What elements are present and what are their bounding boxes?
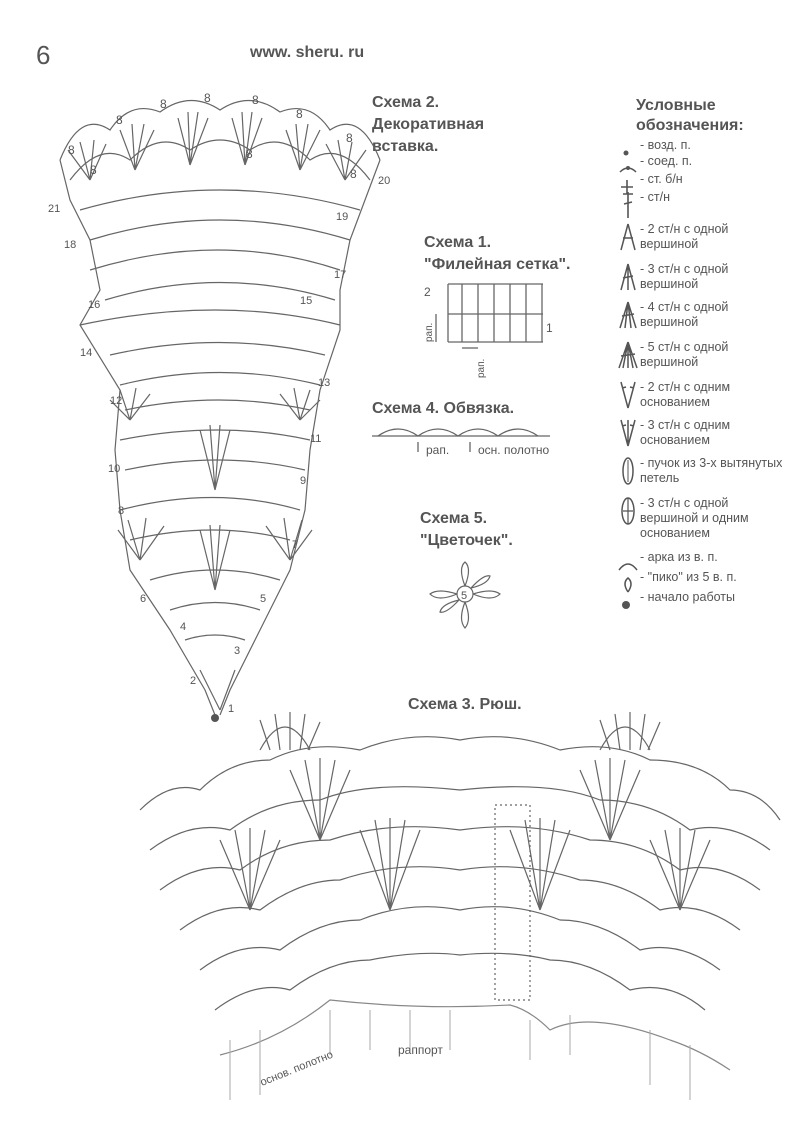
scheme2-row-3: 3	[234, 645, 241, 657]
scheme2-count-2: 8	[116, 113, 123, 127]
legend-text-cl4: - 4 ст/н с одной вершиной	[640, 300, 729, 329]
scheme1-title-line1: Схема 1.	[424, 234, 492, 251]
legend-text-start: - начало работы	[640, 590, 735, 604]
legend-text-cl5: - 5 ст/н с одной вершиной	[640, 340, 729, 369]
fan-2-icon	[618, 380, 638, 410]
scheme2-top-rays	[68, 112, 366, 180]
legend-text-picot: - "пико" из 5 в. п.	[640, 570, 737, 584]
scheme3-base-stitches	[230, 1010, 690, 1100]
legend-text-dc: - ст/н	[640, 190, 670, 204]
scheme2-row-6: 6	[140, 593, 147, 605]
scheme2-title-line1: Схема 2.	[372, 94, 440, 111]
scheme2-title-line3: вставка.	[372, 138, 439, 155]
scheme1-diagram	[418, 276, 558, 380]
scheme2-count-7: 8	[346, 131, 353, 145]
scheme3-diagram	[130, 710, 790, 1110]
scheme2-row-19: 19	[336, 211, 349, 223]
scheme3-base: основ. полотно	[258, 1048, 335, 1089]
legend-text-sc: - ст. б/н	[640, 172, 683, 186]
scheme2-title-line2: Декоративная	[372, 116, 485, 133]
page-number: 6	[36, 40, 51, 70]
scheme1-grid	[436, 284, 543, 348]
puff-icon	[618, 456, 638, 486]
scheme2-row-13: 13	[318, 377, 331, 389]
scheme2-count-1: 8	[68, 143, 75, 157]
scheme3-drawing	[140, 712, 780, 1070]
scheme2-row-numbers	[48, 175, 390, 715]
scheme2-row-16: 16	[88, 299, 101, 311]
scheme1-rap-side: рап.	[424, 322, 435, 342]
scheme1-row-2: 2	[424, 285, 431, 299]
legend-title	[636, 96, 744, 136]
legend-text-fan3: - 3 ст/н с одним основанием	[640, 418, 731, 447]
legend-title-line2: обозначения:	[636, 117, 744, 134]
scheme1-row-1: 1	[546, 321, 553, 335]
scheme2-row-10: 10	[108, 463, 121, 475]
legend-title-line1: Условные	[636, 97, 716, 114]
legend-text-chain: - возд. п.	[640, 138, 691, 152]
scheme2-row-4: 4	[180, 621, 187, 633]
site-url: www. sheru. ru	[250, 44, 365, 61]
cluster-5-icon	[618, 340, 638, 370]
scheme2-row-21: 21	[48, 203, 61, 215]
scheme2-drawing	[60, 100, 380, 715]
scheme2-row-5: 5	[260, 593, 267, 605]
dc-icon	[618, 190, 638, 220]
scheme2-row-2: 2	[190, 675, 197, 687]
start-dot-icon	[618, 590, 638, 620]
cluster-2-icon	[618, 222, 638, 252]
scheme2-row-12: 12	[110, 395, 123, 407]
scheme2-row-20: 20	[378, 175, 391, 187]
scheme1-rap-bottom: рап.	[476, 358, 487, 378]
scheme5-center: 5	[461, 590, 468, 602]
scheme1-title-line2: "Филейная сетка".	[424, 256, 571, 273]
legend-text-puff3: - 3 ст/н с одной вершиной и одним основанием	[640, 496, 749, 540]
scheme2-row-7: 7	[292, 539, 299, 551]
scheme4-title: Схема 4. Обвязка.	[372, 400, 515, 417]
scheme2-count-6: 8	[296, 107, 303, 121]
scheme1-title	[424, 232, 570, 276]
fan-3-icon	[618, 418, 638, 448]
scheme2-count-10: 8	[350, 167, 357, 181]
cluster-4-icon	[618, 300, 638, 330]
scheme2-row-18: 18	[64, 239, 77, 251]
scheme5-diagram	[420, 556, 510, 636]
scheme3-title: Схема 3. Рюш.	[408, 696, 522, 713]
legend-text-cl2: - 2 ст/н с одной вершиной	[640, 222, 729, 251]
scheme2-row-9: 9	[300, 475, 307, 487]
scheme5-title-line1: Схема 5.	[420, 510, 488, 527]
scheme3-rapport: раппорт	[398, 1043, 443, 1057]
scheme2-top-labels	[68, 91, 357, 181]
scheme5-title	[420, 508, 513, 552]
scheme2-row-11: 11	[310, 433, 322, 445]
scheme2-count-3: 8	[160, 97, 167, 111]
scheme1-labels	[424, 285, 553, 378]
cluster-3-icon	[618, 262, 638, 292]
legend-text-slip: - соед. п.	[640, 154, 693, 168]
legend-text-chainarc: - арка из в. п.	[640, 550, 718, 564]
scheme2-count-5: 8	[252, 93, 259, 107]
scheme4-base: осн. полотно	[478, 443, 550, 457]
legend-text-cl3: - 3 ст/н с одной вершиной	[640, 262, 729, 291]
scheme2-count-4: 8	[204, 91, 211, 105]
scheme2-row-15: 15	[300, 295, 313, 307]
scheme5-title-line2: "Цветочек".	[420, 532, 513, 549]
scheme2-count-8: 8	[90, 163, 97, 177]
scheme2-diagram	[20, 90, 410, 730]
scheme2-row-1: 1	[228, 703, 235, 715]
scheme4-diagram	[370, 418, 580, 462]
scheme2-row-17: 17	[334, 269, 347, 281]
scheme2-row-14: 14	[80, 347, 93, 359]
legend-text-fan2: - 2 ст/н с одним основанием	[640, 380, 731, 409]
puff-3dc-icon	[618, 496, 638, 526]
scheme2-count-9: 8	[246, 147, 253, 161]
legend-text-puff: - пучок из 3-х вытянутых петель	[640, 456, 783, 485]
scheme4-rap: рап.	[426, 443, 450, 457]
scheme2-row-8: 8	[118, 505, 125, 517]
